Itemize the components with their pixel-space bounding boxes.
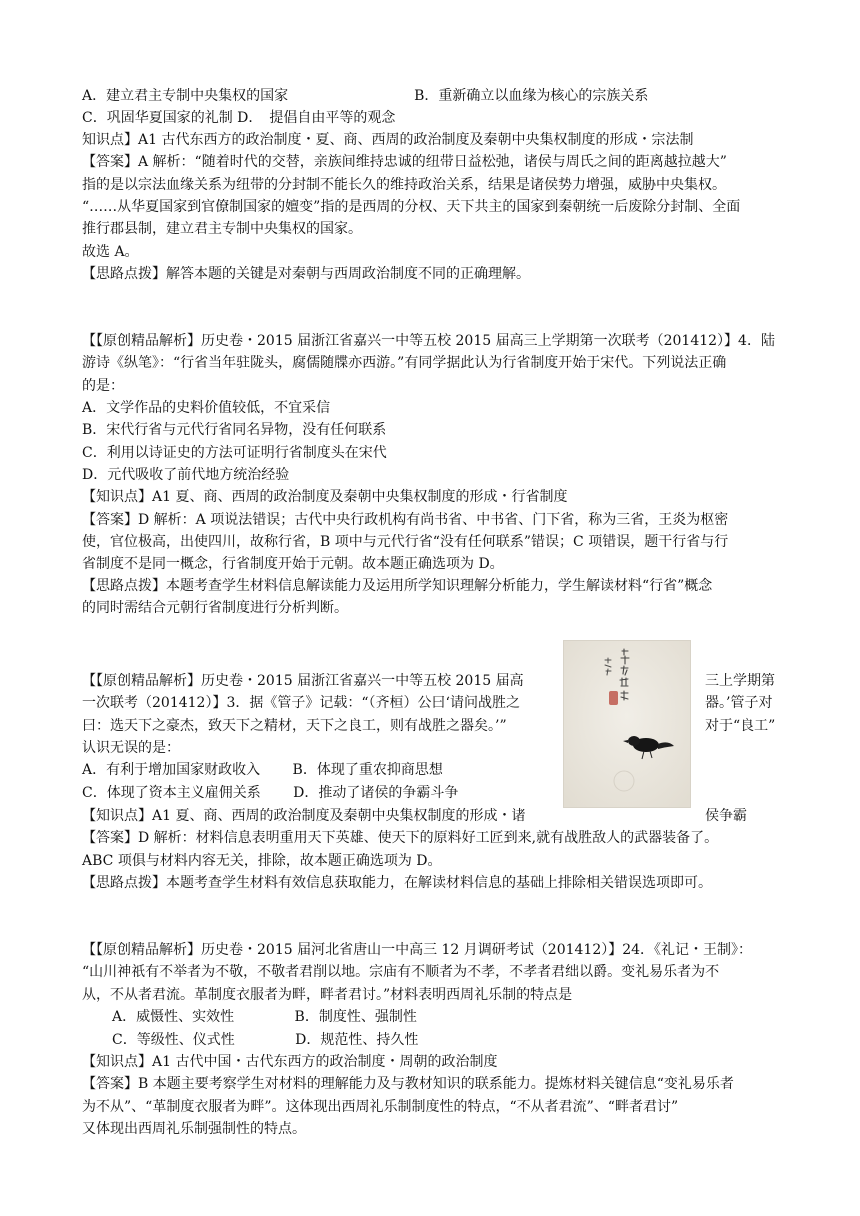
q4-options-ab: A．威慑性、实效性 B．制度性、强制性 <box>112 1009 417 1025</box>
q2-option-c: C．利用以诗证史的方法可证明行省制度头在宋代 <box>82 445 387 461</box>
q2-hint-line: 的同时需结合元朝行省制度进行分析判断。 <box>82 600 348 616</box>
q1-knowledge: 知识点】A1 古代东西方的政治制度・夏、商、西周的政治制度及秦朝中央集权制度的形成・宗法制 <box>82 132 694 148</box>
q4-answer-line: 又体现出西周礼乐制强制性的特点。 <box>82 1121 306 1137</box>
q2-stem-line: 的是： <box>82 378 124 394</box>
q4-stem-line: 从，不从者君流。革制度衣服者为畔，畔者君讨。”材料表明西周礼乐制的特点是 <box>82 987 573 1003</box>
q2-option-b: B．宋代行省与元代行省同名异物，没有任何联系 <box>82 422 387 438</box>
q1-answer-line: “……从华夏国家到官僚制国家的嬗变”指的是西周的分权、天下共主的国家到秦朝统一后废除分封制、全面 <box>82 199 741 215</box>
ink-painting-image <box>563 640 691 808</box>
q2-option-d: D．元代吸收了前代地方统治经验 <box>82 467 290 483</box>
q3-stem-line-tail: 器。’管子对 <box>705 695 773 711</box>
q4-answer-line: 为不从”、“革制度衣服者为畔”。这体现出西周礼乐制制度性的特点，“不从者君流”、“畔者君讨” <box>82 1099 679 1115</box>
q2-hint-line: 【思路点拨】本题考查学生材料信息解读能力及运用所学知识理解分析能力，学生解读材料“行省”概念 <box>82 578 713 594</box>
q4-knowledge: 【知识点】A1 古代中国・古代东西方的政治制度・周朝的政治制度 <box>82 1054 498 1070</box>
q3-stem-line: 认识无误的是： <box>82 740 180 756</box>
q2-answer-line: 省制度不是同一概念，行省制度开始于元朝。故本题正确选项为 D。 <box>82 556 504 572</box>
q3-stem-line: 曰：选天下之豪杰，致天下之精材，天下之良工，则有战胜之器矣。’” <box>82 718 507 734</box>
q2-stem-line: 游诗《纵笔》：“行省当年驻陇头，腐儒随牒亦西游。”有同学据此认为行省制度开始于宋代。下列说法正确 <box>82 355 727 371</box>
q3-stem-line: 一次联考（201412）】3．据《管子》记载：“（齐桓）公曰‘请问战胜之 <box>82 695 520 711</box>
q3-hint: 【思路点拨】本题考查学生材料有效信息获取能力，在解读材料信息的基础上排除相关错误选项即可。 <box>82 875 712 891</box>
q1-answer-line: 推行郡县制，建立君主专制中央集权的国家。 <box>82 221 362 237</box>
q3-options-cd: C．体现了资本主义雇佣关系 D．推动了诸侯的争霸斗争 <box>82 785 459 801</box>
seal-stamp <box>609 691 618 705</box>
q4-options-cd: C．等级性、仪式性 D．规范性、持久性 <box>112 1032 419 1048</box>
q1-options-ab: A．建立君主专制中央集权的国家 B．重新确立以血缘为核心的宗族关系 <box>82 88 649 104</box>
q3-answer-line: 【答案】D 解析：材料信息表明重用天下英雄、使天下的原料好工匠到来,就有战胜敌人的武器装备了。 <box>82 830 719 846</box>
q3-stem-line-tail: 三上学期第 <box>705 673 775 689</box>
q3-stem-line: 【【原创精品解析】历史卷・2015 届浙江省嘉兴一中等五校 2015 届高 <box>82 673 524 689</box>
q1-answer-line: 【答案】A 解析：“随着时代的交替，亲族间维持忠诚的纽带日益松弛，诸侯与周氏之间的距离越拉越大” <box>82 154 727 170</box>
q2-answer-line: 使，官位极高，出使四川，故称行省，B 项中与元代行省“没有任何联系”错误；C 项错误，题干行省与行 <box>82 534 729 550</box>
q2-option-a: A．文学作品的史料价值较低，不宜采信 <box>82 400 331 416</box>
q4-stem-line: “山川神祇有不举者为不敬，不敬者君削以地。宗庙有不顺者为不孝，不孝者君绌以爵。变礼易乐者为不 <box>82 964 720 980</box>
q3-knowledge-tail: 侯争霸 <box>705 808 747 824</box>
q2-answer-line: 【答案】D 解析：A 项说法错误；古代中央行政机构有尚书省、中书省、门下省，称为三省，王炎为枢密 <box>82 512 729 528</box>
q3-options-ab: A．有利于增加国家财政收入 B．体现了重农抑商思想 <box>82 762 443 778</box>
q1-answer-line: 指的是以宗法血缘关系为纽带的分封制不能长久的维持政治关系，结果是诸侯势力增强，威胁中央集权。 <box>82 177 726 193</box>
q2-stem-line: 【【原创精品解析】历史卷・2015 届浙江省嘉兴一中等五校 2015 届高三上学期第一次联考（201412）】4．陆 <box>82 333 775 349</box>
q3-answer-line: ABC 项俱与材料内容无关，排除，故本题正确选项为 D。 <box>82 853 442 869</box>
q1-options-cd: C．巩固华夏国家的礼制 D． 提倡自由平等的观念 <box>82 110 396 126</box>
q2-knowledge: 【知识点】A1 夏、商、西周的政治制度及秦朝中央集权制度的形成・行省制度 <box>82 489 568 505</box>
q3-knowledge: 【知识点】A1 夏、商、西周的政治制度及秦朝中央集权制度的形成・诸 <box>82 808 526 824</box>
q1-conclusion: 故选 A。 <box>82 244 139 260</box>
q1-hint: 【思路点拨】解答本题的关键是对秦朝与西周政治制度不同的正确理解。 <box>82 266 530 282</box>
q4-stem-line: 【【原创精品解析】历史卷・2015 届河北省唐山一中高三 12 月调研考试（201412）】24．《礼记・王制》： <box>82 942 753 958</box>
q4-answer-line: 【答案】B 本题主要考察学生对材料的理解能力及与教材知识的联系能力。提炼材料关键信息“变礼易乐者 <box>82 1076 734 1092</box>
q3-stem-line-tail: 对于“良工” <box>705 718 776 734</box>
